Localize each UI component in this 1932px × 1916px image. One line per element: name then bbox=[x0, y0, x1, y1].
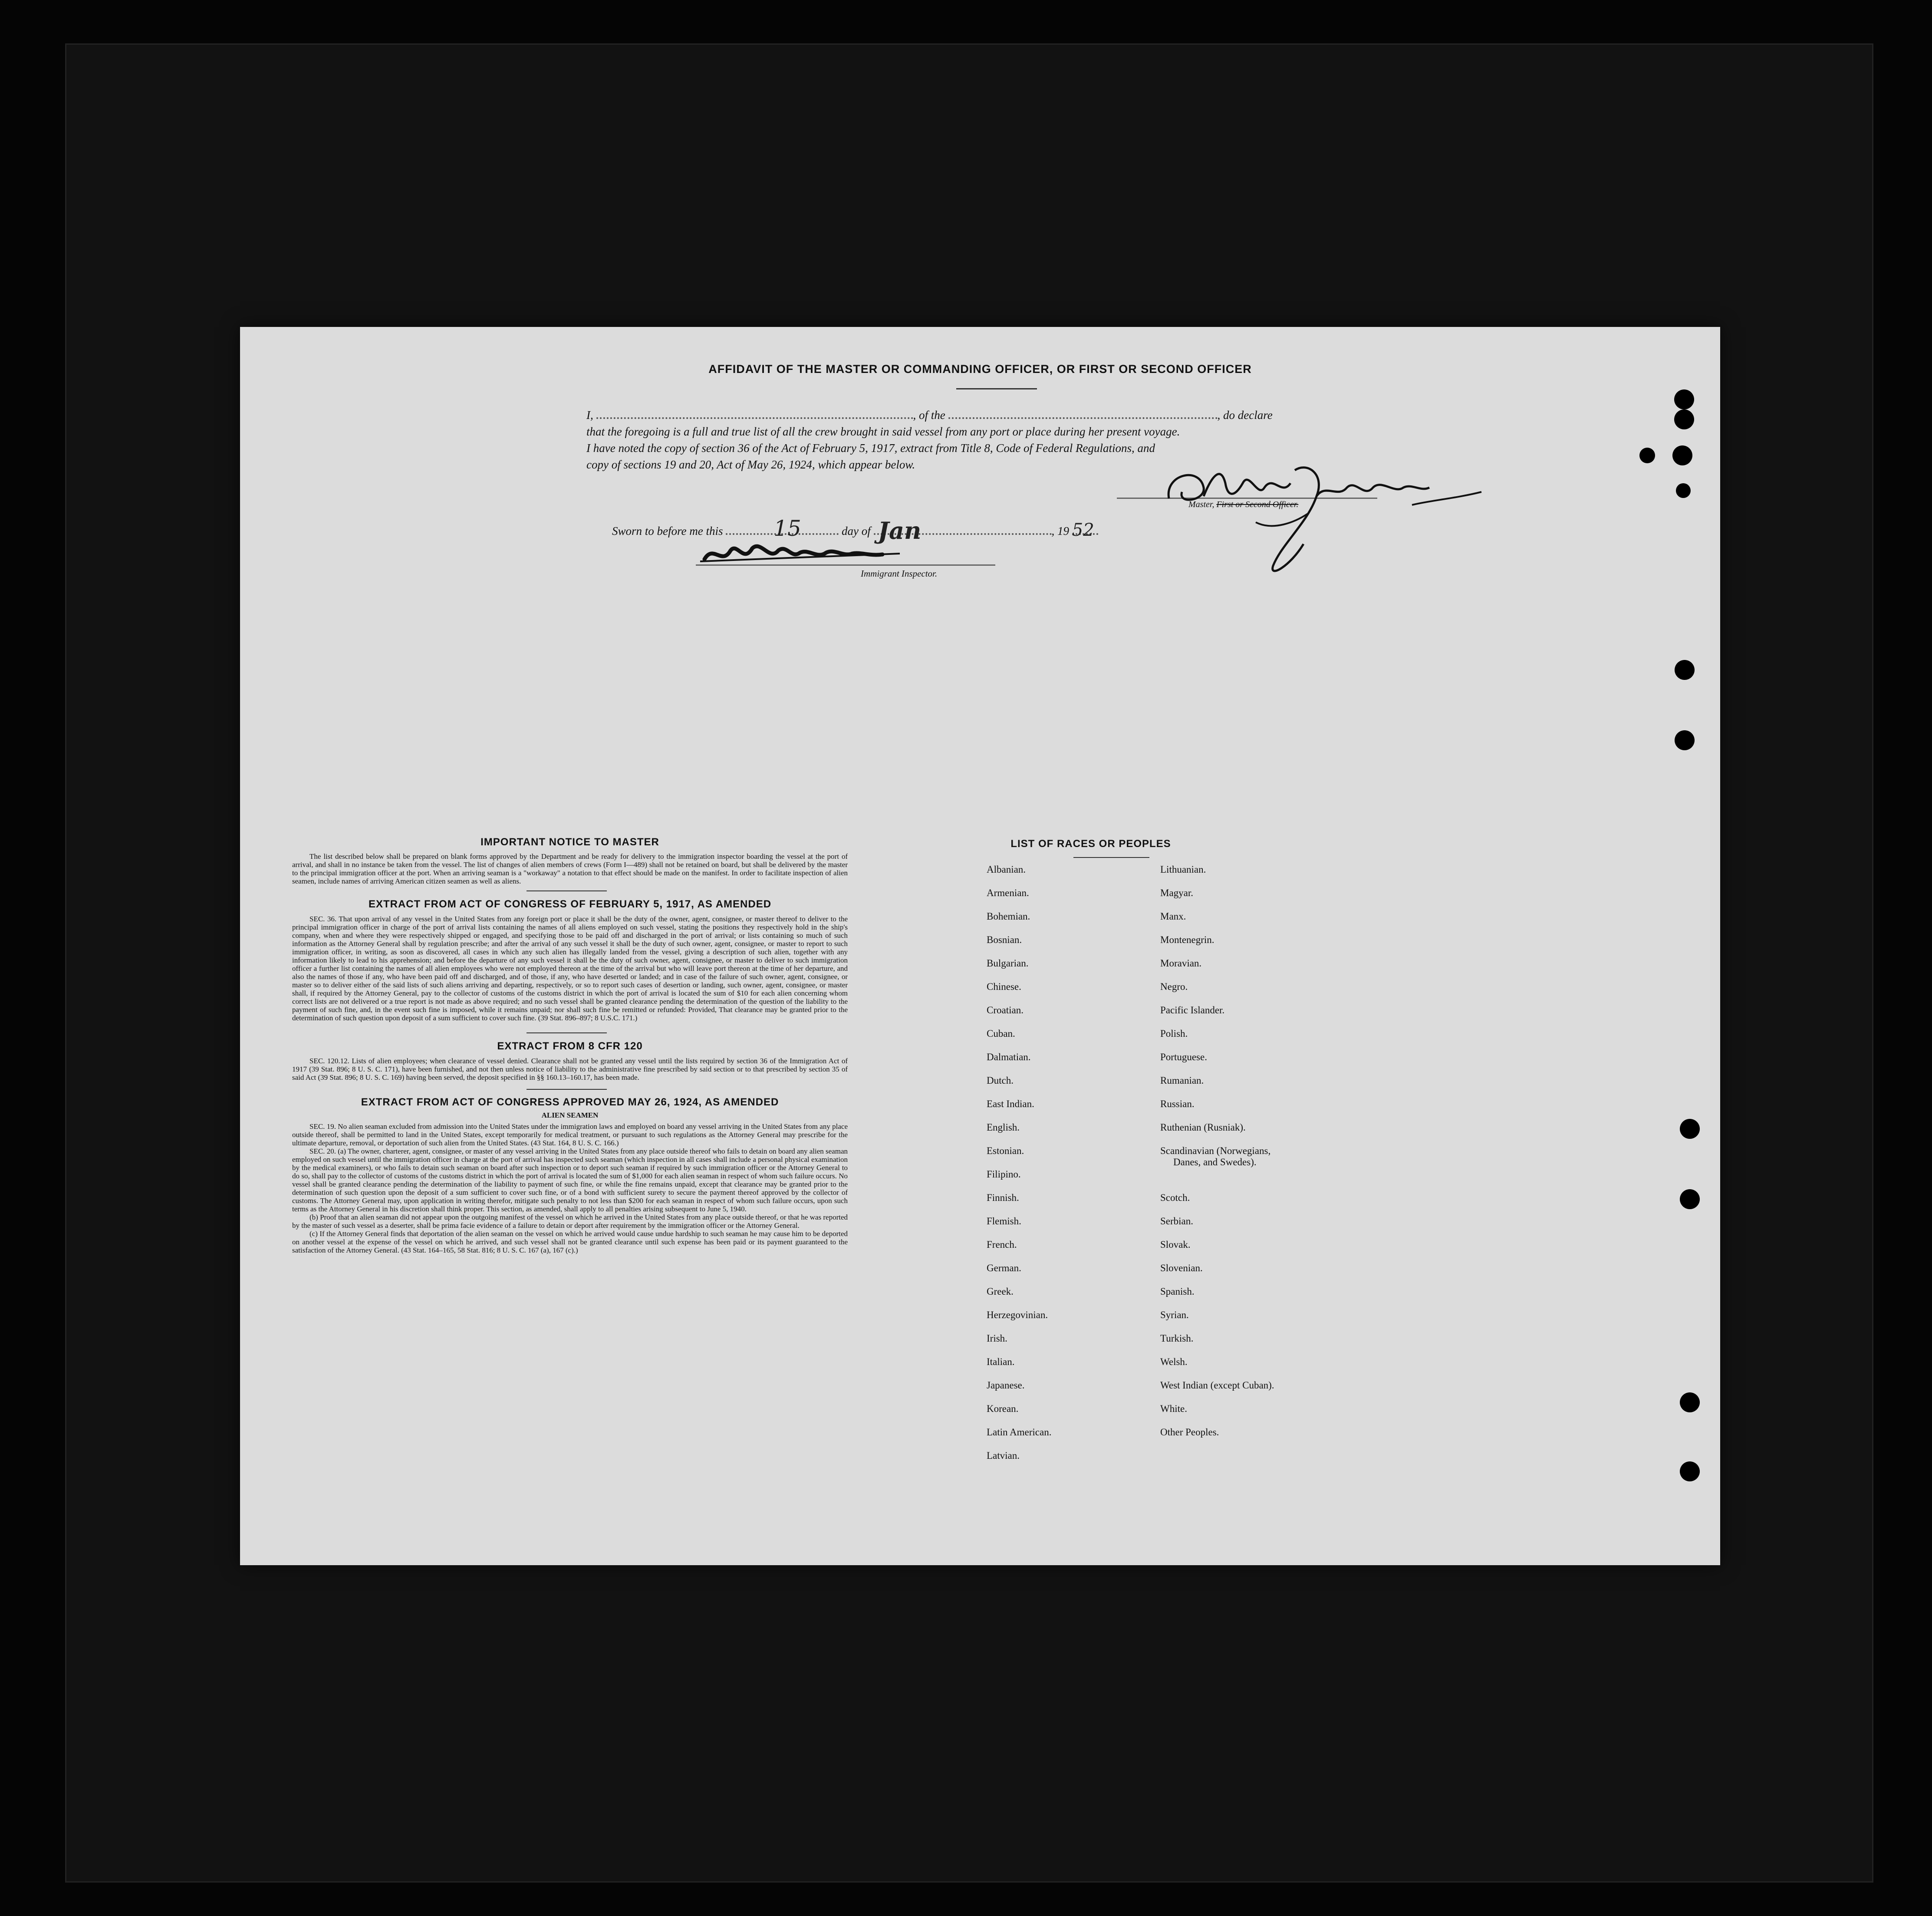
race-item: Japanese. bbox=[987, 1380, 1025, 1391]
extract-cfr-title: EXTRACT FROM 8 CFR 120 bbox=[497, 1040, 643, 1052]
sworn-day-handwriting: 15 bbox=[773, 516, 801, 541]
punch-hole bbox=[1675, 730, 1695, 750]
notice-title: IMPORTANT NOTICE TO MASTER bbox=[481, 836, 659, 848]
races-title: LIST OF RACES OR PEOPLES bbox=[1010, 838, 1171, 850]
race-item: Croatian. bbox=[987, 1005, 1024, 1016]
race-item: Moravian. bbox=[1160, 958, 1202, 969]
race-item: Filipino. bbox=[987, 1169, 1021, 1180]
race-item: Montenegrin. bbox=[1160, 934, 1214, 945]
race-item: Danes, and Swedes). bbox=[1173, 1157, 1257, 1167]
race-item: Flemish. bbox=[987, 1216, 1021, 1227]
race-item: Bosnian. bbox=[987, 934, 1022, 945]
race-item: Irish. bbox=[987, 1333, 1007, 1344]
punch-hole bbox=[1675, 660, 1695, 680]
race-item: Italian. bbox=[987, 1356, 1015, 1367]
affidavit-title: AFFIDAVIT OF THE MASTER OR COMMANDING OFFICER, OR FIRST OR SECOND OFFICER bbox=[708, 363, 1252, 376]
race-item: French. bbox=[987, 1239, 1017, 1250]
race-item: Pacific Islander. bbox=[1160, 1005, 1225, 1016]
punch-hole bbox=[1680, 1461, 1700, 1481]
race-item: Estonian. bbox=[987, 1145, 1024, 1156]
race-item: Turkish. bbox=[1160, 1333, 1194, 1344]
race-item: Latvian. bbox=[987, 1450, 1020, 1461]
race-item: Greek. bbox=[987, 1286, 1014, 1297]
race-item: Armenian. bbox=[987, 887, 1029, 898]
race-item: Negro. bbox=[1160, 981, 1188, 992]
race-item: Portuguese. bbox=[1160, 1052, 1207, 1062]
declaration-line-4: copy of sections 19 and 20, Act of May 26, 1924, which appear below. bbox=[586, 458, 915, 471]
race-item: Slovak. bbox=[1160, 1239, 1191, 1250]
race-item: Chinese. bbox=[987, 981, 1021, 992]
punch-hole bbox=[1680, 1392, 1700, 1412]
race-item: Bulgarian. bbox=[987, 958, 1029, 969]
sec19-text: SEC. 19. No alien seaman excluded from admission into the United States under the immigration laws and employed on board any vessel arriving in the United States from any place outside thereof, shall be permitted to land in the United States, except temporarily for medical treatment, or pursuant to such regulations as the Attorney General may prescribe for the ultimate departure, removal, or deportation of such alien from the United States. (43 Stat. 164, 8 U. S. C. 166.) bbox=[292, 1122, 848, 1147]
sec20c-text: (c) If the Attorney General finds that deportation of the alien seaman on the vessel on which he arrived would cause undue hardship to such seaman he may cause him to be deported on another vessel at the expense of the vessel on which he arrived, and such vessel shall not be granted clearance until such expense has been paid or its payment guaranteed to the satisfaction of the Attorney General. (43 Stat. 164–165, 58 Stat. 816; 8 U. S. C. 167 (a), 167 (c).) bbox=[292, 1230, 848, 1254]
race-item: Latin American. bbox=[987, 1427, 1052, 1438]
race-item: Dalmatian. bbox=[987, 1052, 1031, 1062]
race-item: Cuban. bbox=[987, 1028, 1015, 1039]
sec20b-text: (b) Proof that an alien seaman did not appear upon the outgoing manifest of the vessel on which he arrived in the United States from any place outside thereof, or that he was reported by the master of such vessel as a deserter, shall be prima facie evidence of a failure to detain or deport after requirement by the immigration officer or the Attorney General. bbox=[292, 1213, 848, 1230]
sec20a-text: SEC. 20. (a) The owner, charterer, agent, consignee, or master of any vessel arriving in the United States from any place outside thereof who fails to detain on board any alien seaman employed on such vessel until the immigration officer in charge at the port of arrival has inspected such seaman (which inspection in all cases shall include a personal physical examination by the medical examiners), or who fails to detain such seaman on board after such inspection or to deport such seaman if required by such immigration officer or the Attorney General to do so, shall pay to the collector of customs of the customs district in which the port of arrival is located the sum of $1,000 for each alien seaman in respect of whom such failure occurs. No vessel shall be granted clearance pending the determination of the liability to payment of such fine, or while the fine remains unpaid, except that clearance may be granted prior to the determination of such question upon the deposit of a sum sufficient to cover such fine, or of a bond with sufficient surety to secure the payment thereof approved by the collector of customs. The Attorney General may, upon application in writing therefor, mitigate such penalty to not less than $200 for each seaman in respect of whom such failure occurs, upon such terms as the Attorney General in his discretion shall think proper. This section, as amended, shall apply to all penalties arising subsequent to June 5, 1940. bbox=[292, 1147, 848, 1213]
race-item: East Indian. bbox=[987, 1098, 1034, 1109]
declaration-do-declare: , do declare bbox=[1217, 409, 1273, 422]
race-item: West Indian (except Cuban). bbox=[1160, 1380, 1274, 1391]
master-caption-master: Master, bbox=[1188, 500, 1214, 509]
race-item: Finnish. bbox=[987, 1192, 1019, 1203]
declaration-i: I, bbox=[586, 409, 593, 422]
race-item: White. bbox=[1160, 1403, 1187, 1414]
extract-1924-title: EXTRACT FROM ACT OF CONGRESS APPROVED MAY 26, 1924, AS AMENDED bbox=[361, 1096, 779, 1108]
race-item: Slovenian. bbox=[1160, 1263, 1203, 1273]
document-page bbox=[240, 327, 1720, 1565]
race-item: Korean. bbox=[987, 1403, 1019, 1414]
race-item: Syrian. bbox=[1160, 1309, 1189, 1320]
race-item: Magyar. bbox=[1160, 887, 1194, 898]
race-item: Spanish. bbox=[1160, 1286, 1195, 1297]
punch-hole bbox=[1676, 483, 1691, 498]
year-prefix: , 19 bbox=[1051, 524, 1069, 538]
sworn-year-handwriting: 52 bbox=[1072, 520, 1094, 540]
race-item: Dutch. bbox=[987, 1075, 1014, 1086]
declaration-line-3: I have noted the copy of section 36 of the Act of February 5, 1917, extract from Title 8, Code of Federal Regulations, and bbox=[586, 442, 1155, 455]
extract-1924-subtitle: ALIEN SEAMEN bbox=[541, 1111, 599, 1119]
race-item: Welsh. bbox=[1160, 1356, 1188, 1367]
races-list bbox=[240, 327, 1720, 1565]
race-item: Manx. bbox=[1160, 911, 1186, 922]
race-item: Ruthenian (Rusniak). bbox=[1160, 1122, 1246, 1133]
day-of-label: day of bbox=[842, 524, 871, 538]
race-item: Herzegovinian. bbox=[987, 1309, 1048, 1320]
sworn-month-handwriting: Jan bbox=[878, 517, 922, 544]
punch-hole bbox=[1680, 1119, 1700, 1139]
race-item: German. bbox=[987, 1263, 1021, 1273]
punch-hole bbox=[1674, 389, 1694, 409]
extract-1917-text: SEC. 36. That upon arrival of any vessel in the United States from any foreign port or place it shall be the duty of the owner, agent, consignee, or master thereof to deliver to the principal immigration officer in charge of the port of arrival lists containing the names of all aliens employed on such vessel, stating the positions they respectively hold in the ship's company, when and where they were respectively shipped or engaged, and specifying those to be paid off and discharged in the port of arrival; or lists containing so much of such information as the Attorney General shall by regulation prescribe; and after the arrival of any such vessel it shall be the duty of such owner, agent, consignee, or master to report to such immigration officer, in writing, as soon as discovered, all cases in which any such alien has illegally landed from the vessel, giving a description of such alien, together with any information likely to lead to his apprehension; and before the departure of any such vessel it shall be the duty of such owner, agent, consignee, or master to deliver to such immigration officer a further list containing the names of all alien employees who were not employed thereon at the time of the arrival but who will leave port thereon at the time of her departure, and also the names of those if any, who have been paid off and discharged, and of those, if any, who have deserted or landed; and in case of the failure of such owner, agent, consignee, or master so to deliver either of the said lists of such aliens arriving and departing, respectively, or so to report such cases of desertion or landing, such owner, agent, consignee, or master shall, if required by the Attorney General, pay to the collector of customs of the customs district in which the port of arrival is located the sum of $10 for each alien concerning whom correct lists are not delivered or a true report is not made as above required; and no such vessel shall be granted clearance pending the determination of the question of the liability to the payment of such fine, and, in the event such fine is imposed, while it remains unpaid; nor shall such fine be remitted or refunded: Provided, That clearance may be granted prior to the determination of such question upon deposit of a sum sufficient to cover such fine. (39 Stat. 896–897; 8 U.S.C. 171.) bbox=[292, 915, 848, 1022]
race-item: Bohemian. bbox=[987, 911, 1030, 922]
race-item: Other Peoples. bbox=[1160, 1427, 1219, 1438]
race-item: Scandinavian (Norwegians, bbox=[1160, 1145, 1271, 1156]
race-item: Scotch. bbox=[1160, 1192, 1190, 1203]
race-item: Russian. bbox=[1160, 1098, 1195, 1109]
race-item: Albanian. bbox=[987, 864, 1026, 875]
punch-hole bbox=[1680, 1189, 1700, 1209]
punch-hole bbox=[1639, 448, 1655, 463]
notice-text: The list described below shall be prepared on blank forms approved by the Department and be ready for delivery to the immigration inspector boarding the vessel at the port of arrival, and shall in no instance be taken from the vessel. The list of changes of alien members of crews (Form I—489) shall not be retained on board, but shall be delivered by the master to the principal immigration officer at the port. When an arriving seaman is a "workaway" a notation to that effect should be made on the manifest. In order to facilitate inspection of alien seamen, include names of arriving American citizen seamen as well as aliens. bbox=[292, 852, 848, 885]
race-item: Serbian. bbox=[1160, 1216, 1194, 1227]
race-item: Rumanian. bbox=[1160, 1075, 1204, 1086]
declaration-of-the: , of the bbox=[913, 409, 945, 422]
punch-hole bbox=[1672, 445, 1692, 465]
race-item: Lithuanian. bbox=[1160, 864, 1206, 875]
extract-1917-title: EXTRACT FROM ACT OF CONGRESS OF FEBRUARY 5, 1917, AS AMENDED bbox=[368, 898, 772, 910]
race-item: English. bbox=[987, 1122, 1020, 1133]
inspector-caption: Immigrant Inspector. bbox=[861, 568, 938, 579]
race-item: Polish. bbox=[1160, 1028, 1188, 1039]
sworn-label: Sworn to before me this bbox=[612, 524, 723, 538]
extract-cfr-text: SEC. 120.12. Lists of alien employees; when clearance of vessel denied. Clearance shall not be granted any vessel until the lists required by section 36 of the Immigration Act of 1917 (39 Stat. 896; 8 U. S. C. 171), have been furnished, and not then unless notice of liability to the administrative fine prescribed by said section or to that prescribed by section 35 of said Act (39 Stat. 896; 8 U. S. C. 169) having been served, the deposit specified in §§ 160.13–160.17, has been made. bbox=[292, 1057, 848, 1082]
declaration-line-2: that the foregoing is a full and true list of all the crew brought in said vessel from any port or place during her present voyage. bbox=[586, 425, 1180, 438]
punch-hole bbox=[1674, 409, 1694, 429]
master-caption-struck: First or Second Officer. bbox=[1216, 500, 1299, 509]
